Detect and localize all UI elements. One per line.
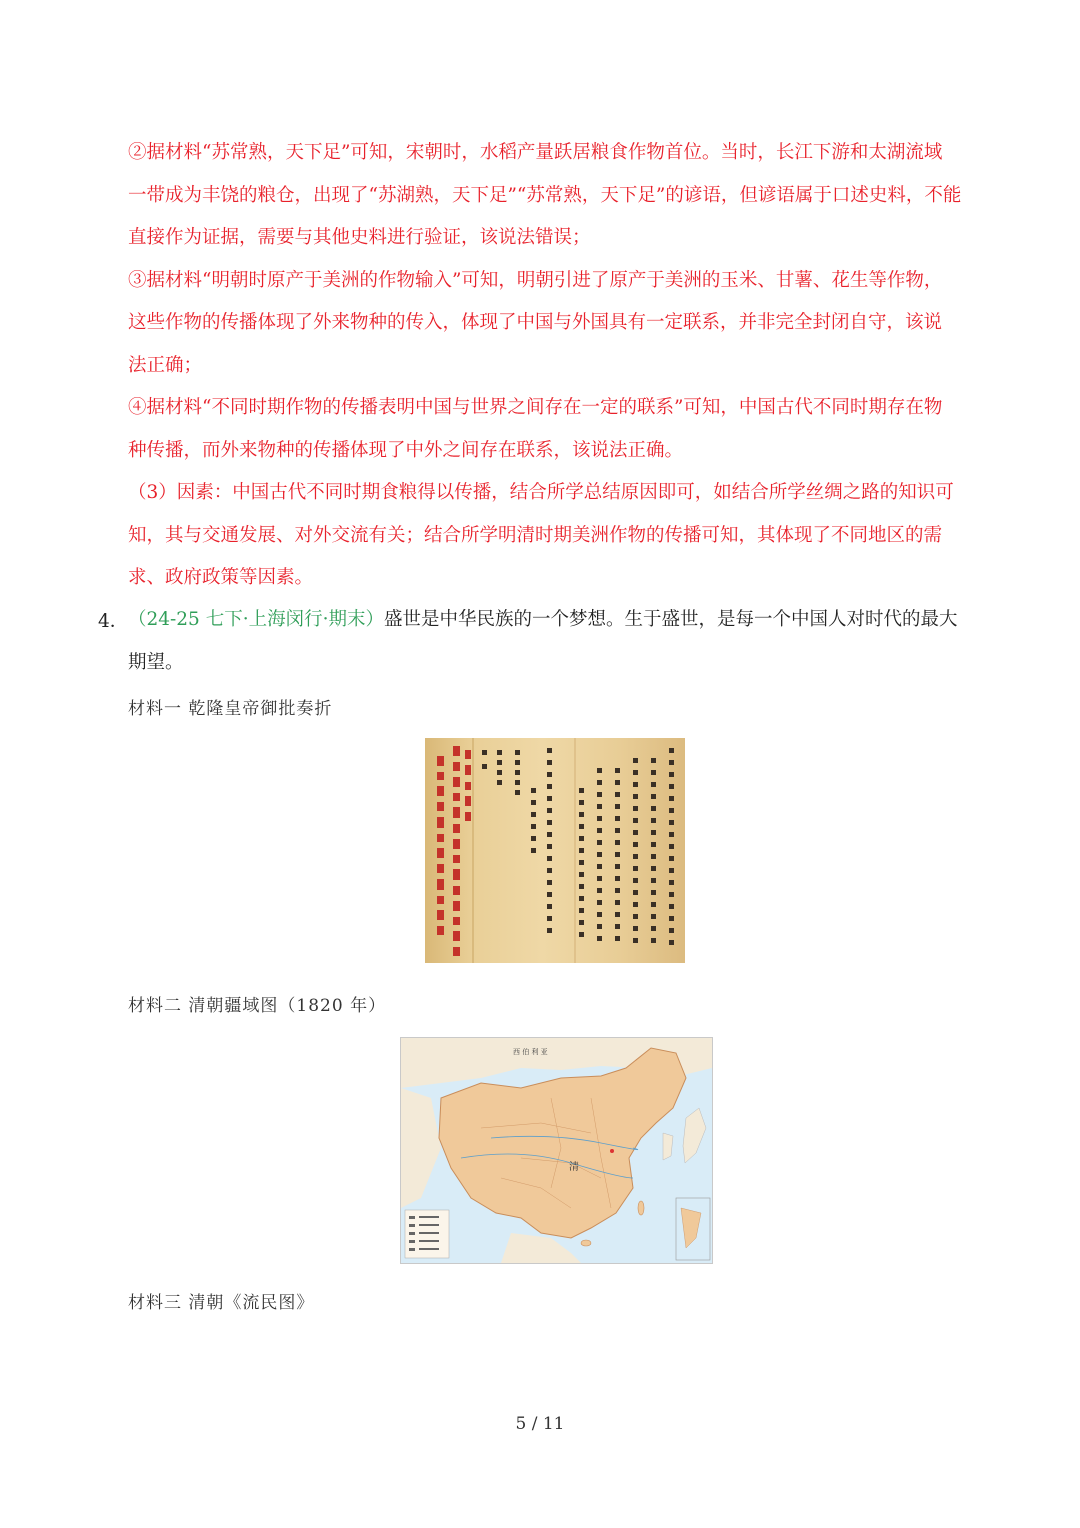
answer-line-2: 一带成为丰饶的粮仓，出现了“苏湖熟，天下足”“苏常熟，天下足”的谚语，但谚语属于口述史料，不能 [128, 185, 962, 206]
question-text-line2: 期望。 [128, 652, 184, 673]
answer-line-11: 求、政府政策等因素。 [128, 567, 314, 588]
question-stem [128, 607, 958, 633]
answer-line-6: 法正确； [128, 355, 203, 376]
answer-line-5: 这些作物的传播体现了外来物种的传入，体现了中国与外国具有一定联系，并非完全封闭自守，该说 [128, 312, 943, 333]
answer-line-9: （3）因素：中国古代不同时期食粮得以传播，结合所学总结原因即可，如结合所学丝绸之路的知识可 [128, 482, 954, 503]
page-number: 5 / 11 [515, 1414, 565, 1434]
answer-line-4: ③据材料“明朝时原产于美洲的作物输入”可知，明朝引进了原产于美洲的玉米、甘薯、花生等作物， [128, 270, 943, 291]
map-label-qing: 清 [569, 1162, 579, 1173]
question-number: 4． [98, 611, 129, 632]
material-1-label: 材料一 乾隆皇帝御批奏折 [128, 699, 333, 719]
map-illustration [401, 1038, 712, 1263]
memorial-illustration [425, 738, 685, 963]
question-source: （24-25 七下·上海闵行·期末） [128, 609, 384, 630]
answer-line-1: ②据材料“苏常熟，天下足”可知，宋朝时，水稻产量跃居粮食作物首位。当时，长江下游和太湖流域 [128, 142, 943, 163]
answer-line-7: ④据材料“不同时期作物的传播表明中国与世界之间存在一定的联系”可知，中国古代不同时期存在物 [128, 397, 943, 418]
answer-line-8: 种传播，而外来物种的传播体现了中外之间存在联系，该说法正确。 [128, 440, 684, 461]
answer-line-10: 知，其与交通发展、对外交流有关；结合所学明清时期美洲作物的传播可知，其体现了不同地区的需 [128, 525, 943, 546]
material-3-label: 材料三 清朝《流民图》 [128, 1293, 315, 1313]
answer-line-3: 直接作为证据，需要与其他史料进行验证，该说法错误； [128, 227, 591, 248]
qing-territory-map [400, 1037, 713, 1264]
map-label-siberia: 西 伯 利 亚 [513, 1048, 548, 1056]
material-2-label: 材料二 清朝疆域图（1820 年） [128, 996, 387, 1016]
memorial-image [425, 738, 685, 963]
question-text-line1: 盛世是中华民族的一个梦想。生于盛世，是每一个中国人对时代的最大 [383, 609, 958, 630]
